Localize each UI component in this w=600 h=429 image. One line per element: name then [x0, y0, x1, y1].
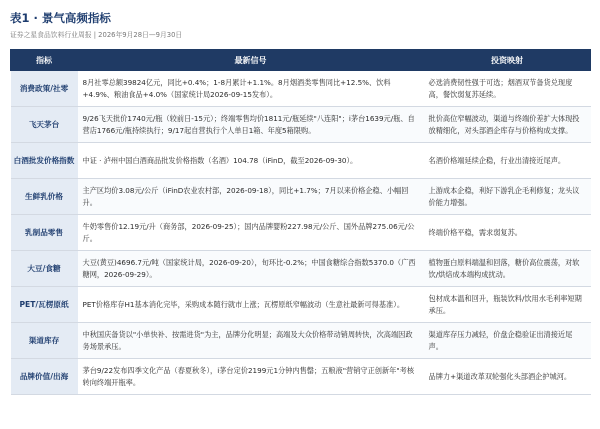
row-signal: 中秋国庆备货以"小单快补、按需进货"为主，品牌分化明显；高端及大众价格带动销周转快，次高端因政务场景承压。 — [78, 323, 424, 359]
row-mapping: 必选消费韧性强于可选；烟酒双节备货兑现度高，餐饮弱复苏延续。 — [424, 71, 591, 107]
row-mapping: 终端价格平稳，需求弱复苏。 — [424, 215, 591, 251]
row-category: 生鲜乳价格 — [11, 179, 78, 215]
column-header-signal: 最新信号 — [78, 50, 424, 71]
row-mapping: 包材成本温和回升，瓶装饮料/饮用水毛利率短期承压。 — [424, 287, 591, 323]
row-signal: 主产区均价3.08元/公斤（iFinD农业农村部，2026-09-18），同比+1.7%；7月以来价格企稳、小幅回升。 — [78, 179, 424, 215]
table-row — [11, 323, 591, 359]
table-row — [11, 251, 591, 287]
row-category: 渠道库存 — [11, 323, 78, 359]
row-category: 白酒批发价格指数 — [11, 143, 78, 179]
row-signal: 牛奶零售价12.19元/升（商务部，2026-09-25）；国内品牌婴粉227.98元/公斤、国外品牌275.06元/公斤。 — [78, 215, 424, 251]
table-row — [11, 359, 591, 395]
row-category: 品牌价值/出海 — [11, 359, 78, 395]
row-signal: PET价格库存H1基本消化完毕，采购成本随行就市上涨；瓦楞原纸窄幅波动（生意社最新可得基准）。 — [78, 287, 424, 323]
table-title: 表1 · 景气高频指标 — [10, 11, 111, 25]
table-row — [11, 215, 591, 251]
row-signal: 8月社零总额39824亿元，同比+0.4%；1-8月累计+1.1%。8月烟酒类零售同比+12.5%、饮料+4.9%、粮油食品+4.0%（国家统计局2026-09-15发布）。 — [78, 71, 424, 107]
row-mapping: 渠道库存压力减轻，价盘企稳验证出清接近尾声。 — [424, 323, 591, 359]
row-mapping: 植物蛋白原料端温和回落，糖价高位震荡，对软饮/烘焙成本端构成扰动。 — [424, 251, 591, 287]
row-mapping: 上游成本企稳，利好下游乳企毛利修复；龙头议价能力增强。 — [424, 179, 591, 215]
table-row — [11, 71, 591, 107]
row-mapping: 品牌力+渠道改革双轮强化头部酒企护城河。 — [424, 359, 591, 395]
row-category: PET/瓦楞原纸 — [11, 287, 78, 323]
row-mapping: 批价高位窄幅波动，渠道与终端价差扩大体现投放精细化，对头部酒企库存与价格构成支撑。 — [424, 107, 591, 143]
row-mapping: 名酒价格端延续企稳，行业出清接近尾声。 — [424, 143, 591, 179]
row-signal: 茅台9/22发布四季文化产品（春夏秋冬），i茅台定价2199元1分钟内售罄；五粮液"营销守正创新年"考核转向终端开瓶率。 — [78, 359, 424, 395]
indicator-table — [10, 49, 591, 395]
row-category: 乳制品零售 — [11, 215, 78, 251]
column-header-indicator: 指标 — [11, 50, 78, 71]
row-signal: 9/26飞天批价1740元/瓶（较前日-15元）；终端零售均价1811元/瓶延续"八连阳"；i茅台1639元/瓶、自营店1766元/瓶持续执行；9/17起自营执行个人单日1箱、年度5箱限购。 — [78, 107, 424, 143]
table-row — [11, 143, 591, 179]
row-signal: 中证 · 泸州中国白酒商品批发价格指数（名酒）104.78（iFinD，截至2026-09-30）。 — [78, 143, 424, 179]
row-category: 消费政策/社零 — [11, 71, 78, 107]
table-row — [11, 179, 591, 215]
table-row — [11, 287, 591, 323]
row-category: 大豆/食糖 — [11, 251, 78, 287]
row-signal: 大豆(黄豆)4696.7元/吨（国家统计局，2026-09-20），旬环比-0.2%；中国食糖综合指数5370.0（广西糖网，2026-09-29）。 — [78, 251, 424, 287]
table-header-row — [11, 50, 591, 71]
table-row — [11, 107, 591, 143]
column-header-mapping: 投资映射 — [424, 50, 591, 71]
row-category: 飞天茅台 — [11, 107, 78, 143]
table-subtitle: 证券之星食品饮料行业周报 | 2026年9月28日—9月30日 — [10, 31, 183, 39]
